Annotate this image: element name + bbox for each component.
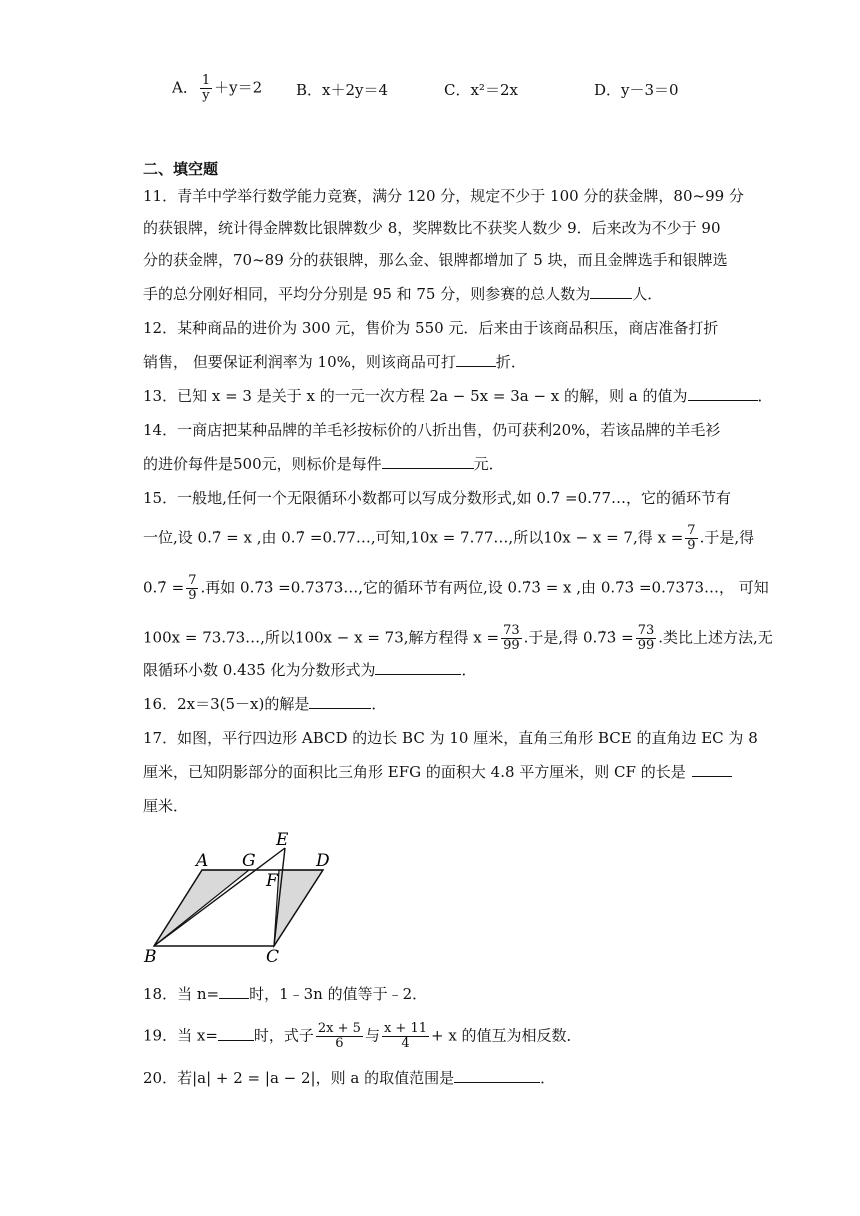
q11-line-4: 手的总分刚好相同，平均分分别是 95 和 75 分，则参赛的总人数为 人． (143, 285, 663, 303)
answer-blank[interactable] (309, 694, 371, 709)
answer-blank[interactable] (375, 660, 461, 675)
q13-line-1: 13．已知 x = 3 是关于 x 的一元一次方程 2a − 5x = 3a − x 的解，则 a 的值为 ． (143, 387, 773, 405)
answer-blank[interactable] (382, 454, 474, 469)
q17-line-1: 17．如图，平行四边形 ABCD 的边长 BC 为 10 厘米，直角三角形 BCE 的直角边 EC 为 8 (143, 729, 758, 747)
q17-line-2: 厘米，已知阴影部分的面积比三角形 EFG 的面积大 4.8 平方厘米，则 CF 的长是 (143, 762, 732, 782)
answer-blank[interactable] (219, 984, 249, 999)
q14-line-2: 的进价每件是500元，则标价是每件 元． (143, 455, 504, 473)
option-d: D．y－3＝0 (594, 81, 679, 99)
q15-line-2: 一位,设 0.7̇ = x ,由 0.7̇ =0.77…,可知,10x = 7.77…,所以10x − x = 7,得 x = $\frac{7}{9}$ .于是,得 (143, 523, 755, 553)
q11-line-1: 11．青羊中学举行数学能力竞赛，满分 120 分，规定不少于 100 分的获金牌，80~99 分 (143, 187, 744, 205)
answer-blank[interactable] (456, 352, 496, 367)
answer-blank[interactable] (454, 1068, 540, 1083)
label-d: D (316, 851, 330, 871)
q14-line-1: 14．一商店把某种品牌的羊毛衫按标价的八折出售，仍可获利20%，若该品牌的羊毛衫 (143, 421, 721, 439)
option-a (172, 74, 262, 103)
label-b: B (144, 947, 157, 967)
q12-line-1: 12．某种商品的进价为 300 元，售价为 550 元．后来由于该商品积压，商店准备打折 (143, 319, 719, 337)
q12-line-2: 销售， 但要保证利润率为 10%，则该商品可打 折． (143, 353, 526, 371)
label-a: A (196, 851, 209, 871)
q15-line-5: 限循环小数 0.4̇35̇ 化为分数形式为 ． (143, 661, 477, 679)
option-c: C．x²＝2x (444, 81, 518, 99)
q20-line-1: 20．若|a| + 2 = |a − 2|，则 a 的取值范围是 ． (143, 1069, 556, 1087)
fraction: $\frac{7}{9}$ (687, 523, 696, 553)
q11-line-3: 分的获金牌，70~89 分的获银牌，那么金、银牌都增加了 5 块，而且金牌选手和银牌选 (143, 251, 728, 269)
answer-blank[interactable] (218, 1026, 254, 1041)
section-title: 二、填空题 (143, 160, 219, 178)
q18-line-1: 18．当 n= 时，1﹣3n 的值等于﹣2． (143, 985, 428, 1003)
q15-line-3: 0.7̇ = $\frac{7}{9}$ .再如 0.7̇3̇ =0.7373…,它的循环节有两位,设 0.7̇3̇ = x ,由 0.7̇3̇ =0.7373…， 可知 (143, 573, 769, 603)
label-c: C (266, 947, 280, 967)
q17-line-3: 厘米． (143, 797, 189, 815)
parallelogram-figure (140, 828, 340, 968)
option-a-label: A． (172, 78, 198, 97)
label-f: F (266, 871, 278, 891)
q19-line-1: 19．当 x= 时，式子 $\frac{2x + 5}{6}$ 与 $\frac{x + 11}{4}$ + x 的值互为相反数． (143, 1021, 582, 1051)
segment-be (154, 848, 285, 946)
fraction: $\frac{x + 11}{4}$ (383, 1021, 427, 1051)
fraction: $\frac{7}{9}$ (188, 573, 197, 603)
option-a-fraction: $\frac{1}{y}$ (201, 73, 211, 103)
q15-line-4: 100x = 73.73…,所以100x − x = 73,解方程得 x = $\frac{73}{99}$ .于是,得 0.7̇3̇ = $\frac{73}{99}$ .类比上述方法,无 (143, 623, 773, 653)
answer-blank[interactable] (692, 762, 732, 777)
q11-line-2: 的获银牌，统计得金牌数比银牌数少 8，奖牌数比不获奖人数少 9．后来改为不少于 90 (143, 219, 721, 237)
q15-line-1: 15．一般地,任何一个无限循环小数都可以写成分数形式,如 0.7̇ =0.77…，它的循环节有 (143, 489, 731, 507)
fraction: $\frac{2x + 5}{6}$ (317, 1021, 361, 1051)
fraction: $\frac{73}{99}$ (503, 623, 520, 653)
fraction: $\frac{73}{99}$ (637, 623, 655, 653)
answer-blank[interactable] (590, 284, 632, 299)
option-a-rest: ＋y＝2 (214, 78, 263, 97)
q16-line-1: 16．2x＝3(5－x)的解是 ． (143, 695, 387, 713)
answer-blank[interactable] (688, 386, 758, 401)
option-b: B．x＋2y＝4 (296, 81, 389, 99)
label-g: G (242, 851, 256, 871)
label-e: E (276, 830, 289, 850)
